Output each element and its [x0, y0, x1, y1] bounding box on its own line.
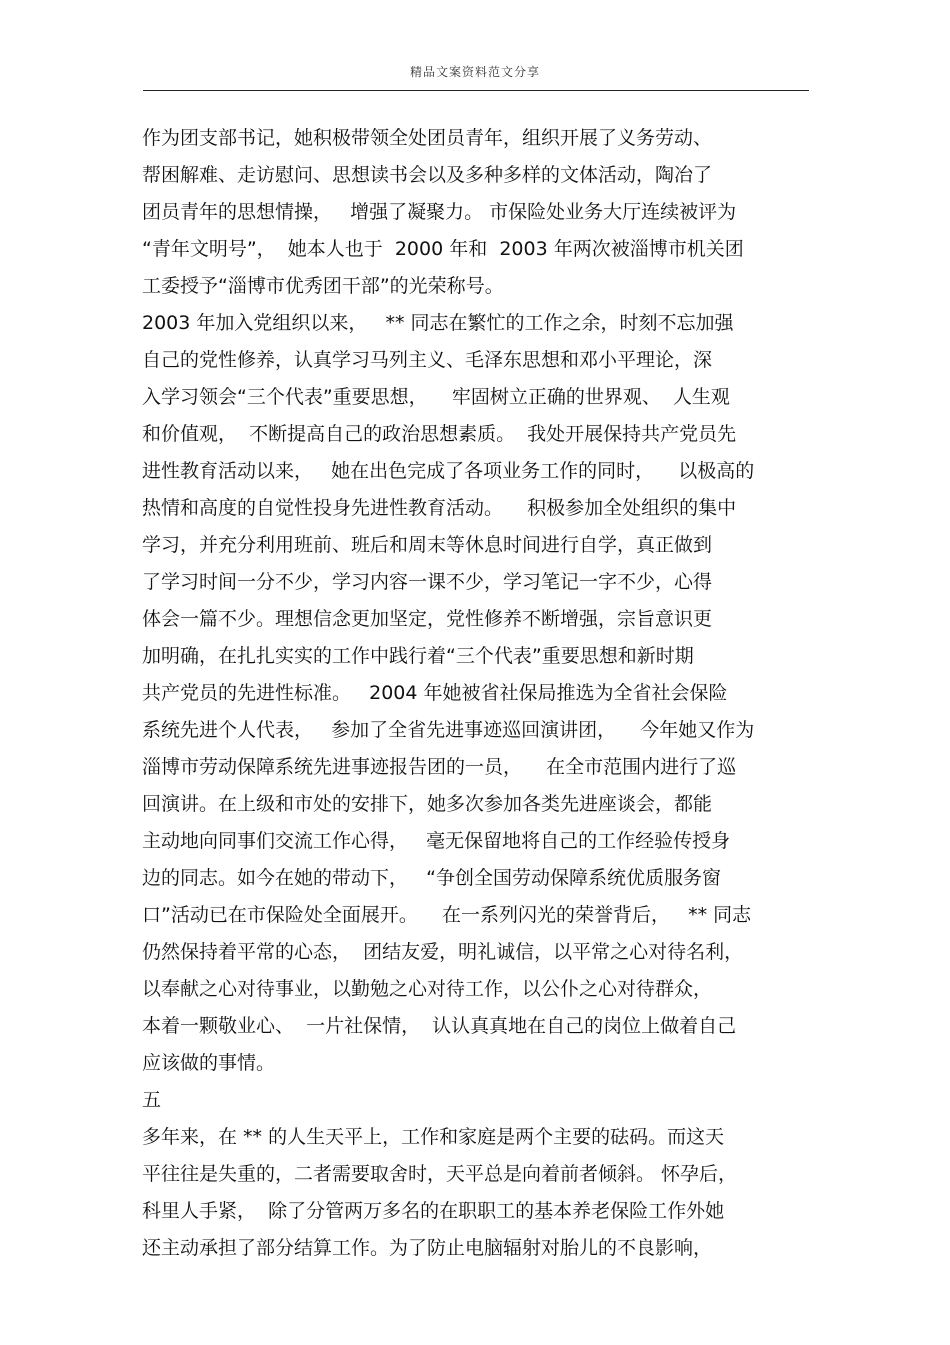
text-line: 以奉献之心对待事业，以勤勉之心对待工作，以公仆之心对待群众， — [142, 978, 713, 1000]
text-line: 应该做的事情。 — [142, 1052, 276, 1074]
text-line: 共产党员的先进性标准。 2004 年她被省社保局推选为全省社会保险 — [142, 682, 728, 704]
text-line: 了学习时间一分不少，学习内容一课不少，学习笔记一字不少，心得 — [142, 571, 713, 593]
text-line: 团员青年的思想情操， 增强了凝聚力。 市保险处业务大厅连续被评为 — [142, 201, 737, 223]
page-header: 精品文案资料范文分享 — [409, 65, 540, 79]
text-line: 平往往是失重的，二者需要取舍时，天平总是向着前者倾斜。 怀孕后， — [142, 1163, 738, 1185]
text-line: 边的同志。如今在她的带动下， “争创全国劳动保障系统优质服务窗 — [142, 867, 721, 889]
text-line: 体会一篇不少。理想信念更加坚定，党性修养不断增强，宗旨意识更 — [142, 608, 713, 630]
text-line: 2003 年加入党组织以来， ** 同志在繁忙的工作之余，时刻不忘加强 — [142, 312, 734, 334]
text-line: 本着一颗敬业心、 一片社保情， 认认真真地在自己的岗位上做着自己 — [142, 1015, 737, 1037]
text-line: 热情和高度的自觉性投身先进性教育活动。 积极参加全处组织的集中 — [142, 497, 737, 519]
text-line: 工委授予“淄博市优秀团干部”的光荣称号。 — [142, 275, 504, 297]
text-line: 学习，并充分利用班前、班后和周末等休息时间进行自学，真正做到 — [142, 534, 713, 556]
text-line: 系统先进个人代表， 参加了全省先进事迹巡回演讲团， 今年她又作为 — [142, 719, 755, 741]
text-line: 科里人手紧， 除了分管两万多名的在职职工的基本养老保险工作外她 — [142, 1200, 725, 1222]
text-line: 和价值观， 不断提高自己的政治思想素质。 我处开展保持共产党员先 — [142, 423, 737, 445]
text-line: 帮困解难、走访慰问、思想读书会以及多种多样的文体活动，陶冶了 — [142, 164, 713, 186]
body-text — [142, 120, 822, 1267]
text-line: 入学习领会“三个代表”重要思想， 牢固树立正确的世界观、 人生观 — [142, 386, 730, 408]
text-line: 主动地向同事们交流工作心得， 毫无保留地将自己的工作经验传授身 — [142, 830, 731, 852]
text-line: 作为团支部书记，她积极带领全处团员青年，组织开展了义务劳动、 — [142, 127, 713, 149]
header-divider — [143, 90, 809, 91]
text-line: 淄博市劳动保障系统先进事迹报告团的一员， 在全市范围内进行了巡 — [142, 756, 737, 778]
text-line: “青年文明号”， 她本人也于 2000 年和 2003 年两次被淄博市机关团 — [142, 238, 744, 260]
text-line: 回演讲。在上级和市处的安排下，她多次参加各类先进座谈会，都能 — [142, 793, 713, 815]
text-line: 五 — [142, 1089, 162, 1111]
text-line: 多年来，在 ** 的人生天平上，工作和家庭是两个主要的砝码。而这天 — [142, 1126, 725, 1148]
text-line: 加明确，在扎扎实实的工作中践行着“三个代表”重要思想和新时期 — [142, 645, 694, 667]
text-line: 还主动承担了部分结算工作。为了防止电脑辐射对胎儿的不良影响， — [142, 1237, 713, 1259]
text-line: 自己的党性修养，认真学习马列主义、毛泽东思想和邓小平理论，深 — [142, 349, 713, 371]
text-line: 仍然保持着平常的心态， 团结友爱，明礼诚信，以平常之心对待名利， — [142, 941, 744, 963]
text-line: 口”活动已在市保险处全面展开。 在一系列闪光的荣誉背后， ** 同志 — [142, 904, 752, 926]
text-line: 进性教育活动以来， 她在出色完成了各项业务工作的同时， 以极高的 — [142, 460, 755, 482]
